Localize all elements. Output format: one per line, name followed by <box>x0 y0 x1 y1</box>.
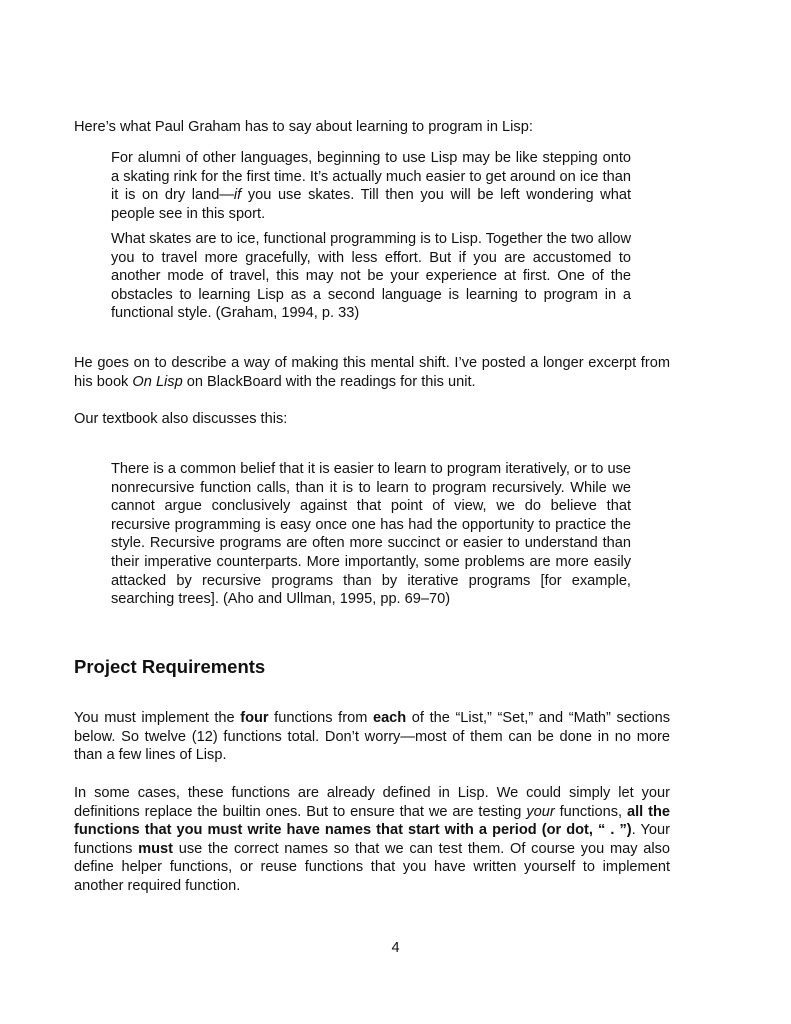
graham-quote-1-text-a: For alumni of other languages, beginning to use Lisp may be like stepping onto a skating rink for the first time. It’s actually much easier to get around on ice than it is on dry land— <box>111 150 631 204</box>
page-number: 4 <box>391 940 400 956</box>
on-lisp-title: On Lisp <box>132 373 183 390</box>
req1-text-a: You must implement the <box>74 710 241 726</box>
req2-text-a: In some cases, these functions are already defined in Lisp. We could simply let your definitions replace the builtin ones. But to ensure that we are testing <box>74 785 670 820</box>
req1-bold-each: each <box>372 710 407 726</box>
requirements-paragraph-1 <box>74 709 670 765</box>
req1-text-c: functions from <box>268 710 373 726</box>
graham-quote-paragraph-1 <box>111 149 631 223</box>
req2-emphasis-your: your <box>526 803 555 820</box>
req2-text-d: use the correct names so that we can test them. Of course you may also define helper functions, or reuse functions that you have written yourself to implement another required function. <box>74 840 670 894</box>
requirements-paragraph-2 <box>74 784 670 896</box>
req2-bold-must: must <box>138 840 174 857</box>
req2-text-c: . Your functions <box>74 822 670 857</box>
req2-bold-naming-rule: all the functions that you must write have names that start with a period (or dot, “ . ”) <box>74 803 671 839</box>
textbook-quote-paragraph: There is a common belief that it is easier to learn to program iteratively, or to use nonrecursive function calls, than it is to learn to program recursively. While we cannot argue conclusively against that point of view, we do believe that recursive programming is easy once one has had the opportunity to practice the style. Recursive programs are often more succinct or easier to understand than their imperative counterparts. More importantly, some problems are more easily attacked by recursive programs than by iterative programs [for example, searching trees]. (Aho and Ullman, 1995, pp. 69–70) <box>111 461 631 608</box>
graham-quote-paragraph-2: What skates are to ice, functional programming is to Lisp. Together the two allow you to travel more gracefully, with less effort. But if you are accustomed to another mode of travel, this may not be your experience at first. One of the obstacles to learning Lisp as a second language is learning to program in a functional style. (Graham, 1994, p. 33) <box>111 231 631 322</box>
mental-shift-text-a: He goes on to describe a way of making this mental shift. I’ve posted a longer excerpt from his book <box>74 355 670 390</box>
textbook-intro-paragraph: Our textbook also discusses this: <box>74 411 288 427</box>
graham-quote-1-emphasis: if <box>233 187 242 204</box>
graham-quote-1-text-b: you use skates. Till then you will be left wondering what people see in this sport. <box>111 187 631 222</box>
req2-text-b: functions, <box>554 803 627 820</box>
mental-shift-text-b: on BlackBoard with the readings for this unit. <box>182 373 476 390</box>
intro-paragraph: Here’s what Paul Graham has to say about learning to program in Lisp: <box>74 119 533 135</box>
mental-shift-paragraph <box>74 354 670 391</box>
section-heading: Project Requirements <box>74 656 266 677</box>
req1-bold-four: four <box>240 710 269 726</box>
req1-text-d: of the “List,” “Set,” and “Math” sections below. So twelve (12) functions total. Don’t worry—most of them can be done in no more than a few lines of Lisp. <box>74 710 670 764</box>
